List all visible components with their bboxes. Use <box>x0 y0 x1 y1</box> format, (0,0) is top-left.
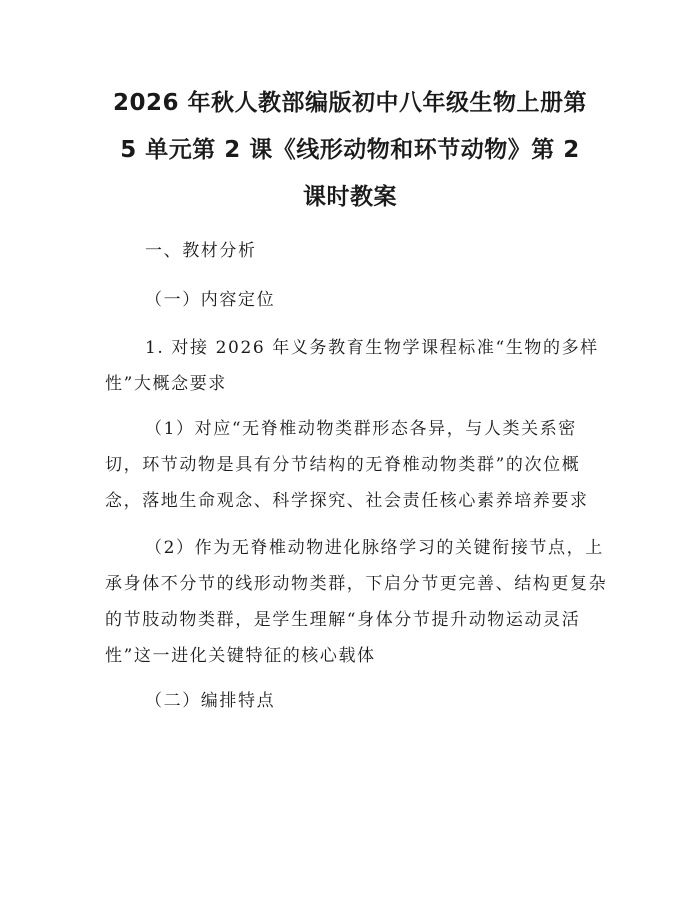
title-line: 5 单元第 2 课《线形动物和环节动物》第 2 <box>120 137 580 163</box>
paragraph-item-1-1 <box>105 411 589 519</box>
paragraph-item-1-2 <box>105 530 607 674</box>
paragraph-line: 承身体不分节的线形动物类群，下启分节更完善、结构更复杂 <box>105 574 608 594</box>
document-title <box>96 80 604 221</box>
paragraph-line: （1）对应“无脊椎动物类群形态各异，与人类关系密 <box>145 419 577 439</box>
paragraph-line: 念，落地生命观念、科学探究、社会责任核心素养培养要求 <box>105 491 589 511</box>
paragraph-line: 切，环节动物是具有分节结构的无脊椎动物类群”的次位概 <box>105 455 581 475</box>
title-line: 2026 年秋人教部编版初中八年级生物上册第 <box>112 90 588 116</box>
section-heading-analysis: 一、教材分析 <box>145 241 257 261</box>
paragraph-line: （2）作为无脊椎动物进化脉络学习的关键衔接节点，上 <box>145 538 604 558</box>
paragraph-line: 性”大概念要求 <box>105 374 227 394</box>
title-line: 课时教案 <box>303 184 397 210</box>
subsection-heading-arrangement: （二）编排特点 <box>145 691 276 711</box>
paragraph-item-1 <box>105 330 599 402</box>
paragraph-line: 1. 对接 2026 年义务教育生物学课程标准“生物的多样 <box>145 338 599 358</box>
subsection-heading-positioning: （一）内容定位 <box>145 290 276 310</box>
paragraph-line: 的节肢动物类群，是学生理解“身体分节提升动物运动灵活 <box>105 610 581 630</box>
paragraph-line: 性”这一进化关键特征的核心载体 <box>105 646 376 666</box>
